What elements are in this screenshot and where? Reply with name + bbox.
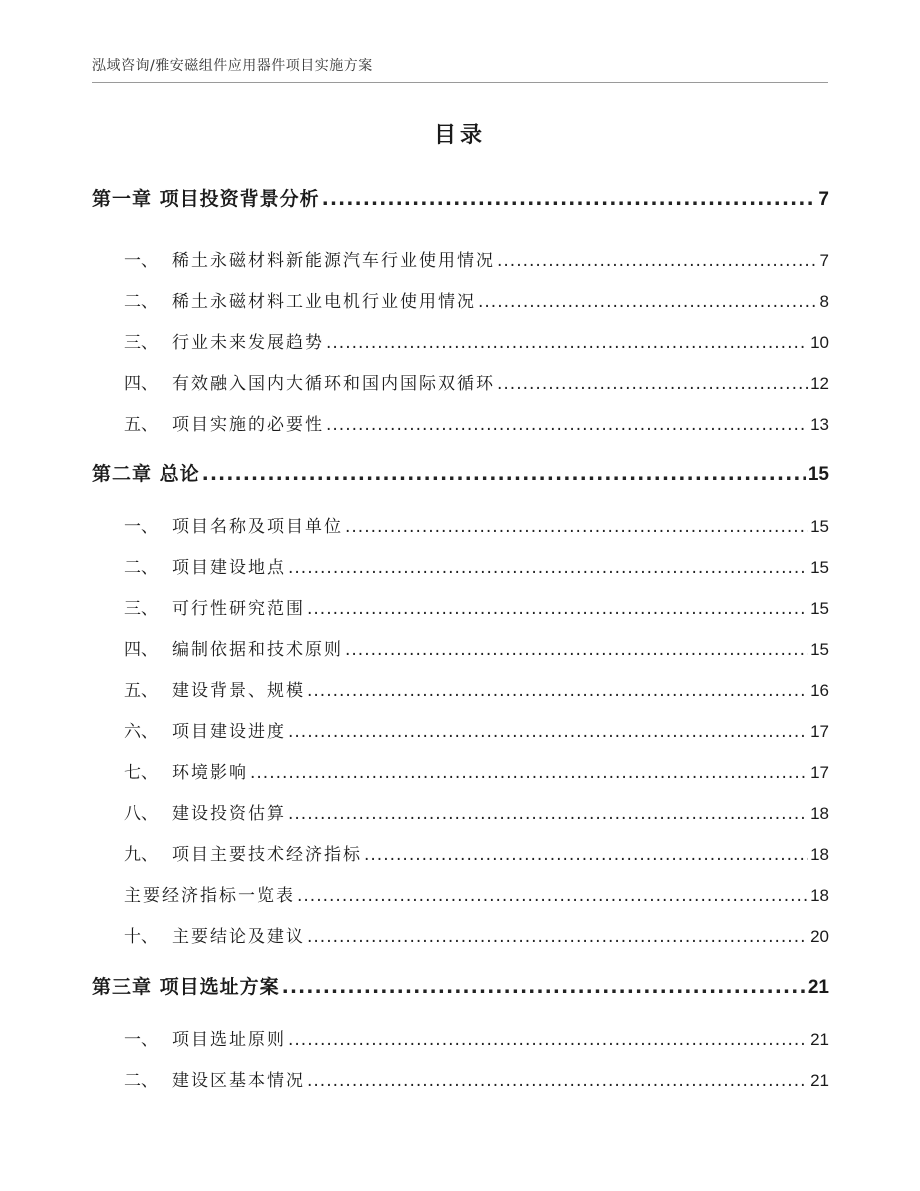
dot-leader xyxy=(322,188,817,210)
toc-section[interactable] xyxy=(92,328,829,353)
dot-leader xyxy=(307,681,808,701)
toc-entry-label: 可行性研究范围 xyxy=(172,599,305,619)
toc-entry-page: 21 xyxy=(810,1030,829,1049)
toc-section-number: 四、 xyxy=(124,374,158,394)
toc-section[interactable] xyxy=(92,369,829,394)
dot-leader xyxy=(497,374,808,394)
toc-entry-label: 项目选址原则 xyxy=(172,1030,286,1050)
toc-entry-label: 有效融入国内大循环和国内国际双循环 xyxy=(172,374,495,394)
header-rule xyxy=(92,82,828,83)
toc-section-number: 二、 xyxy=(124,1071,158,1091)
toc-entry-page: 18 xyxy=(810,845,829,864)
toc-entry-page: 21 xyxy=(810,1071,829,1090)
toc-entry-page: 7 xyxy=(818,189,829,210)
toc-entry-page: 8 xyxy=(819,292,829,311)
dot-leader xyxy=(307,1071,808,1091)
toc-entry-label: 环境影响 xyxy=(172,763,248,783)
toc-section[interactable] xyxy=(92,553,829,578)
toc-entry-page: 10 xyxy=(810,333,829,352)
toc-entry-page: 20 xyxy=(810,927,829,946)
dot-leader xyxy=(345,517,808,537)
toc-entry-label: 第二章 总论 xyxy=(92,463,200,485)
toc-entry-page: 18 xyxy=(810,886,829,905)
toc-section-number: 九、 xyxy=(124,845,158,865)
toc-section[interactable] xyxy=(92,758,829,783)
toc-section-number: 四、 xyxy=(124,640,158,660)
toc-entry-label: 项目主要技术经济指标 xyxy=(172,845,362,865)
toc-entry-label: 稀土永磁材料新能源汽车行业使用情况 xyxy=(172,251,495,271)
toc-entry-page: 12 xyxy=(810,374,829,393)
toc-entry-page: 17 xyxy=(810,722,829,741)
toc-section-number: 三、 xyxy=(124,333,158,353)
toc-entry-page: 15 xyxy=(810,558,829,577)
toc-entry-page: 15 xyxy=(810,640,829,659)
toc-section[interactable] xyxy=(92,635,829,660)
toc-section-number: 三、 xyxy=(124,599,158,619)
toc-section[interactable] xyxy=(92,594,829,619)
toc-entry-label: 建设投资估算 xyxy=(172,804,286,824)
toc-entry-label: 主要结论及建议 xyxy=(172,927,305,947)
toc-entry-page: 15 xyxy=(810,599,829,618)
toc-entry-label: 项目建设进度 xyxy=(172,722,286,742)
dot-leader xyxy=(326,415,808,435)
toc-section[interactable] xyxy=(92,246,829,271)
toc-entry-label: 第三章 项目选址方案 xyxy=(92,976,280,998)
dot-leader xyxy=(364,845,808,865)
toc-section-number: 一、 xyxy=(124,251,158,271)
dot-leader xyxy=(326,333,808,353)
toc-title: 目录 xyxy=(433,123,486,148)
toc-entry-page: 7 xyxy=(819,251,829,270)
dot-leader xyxy=(202,463,806,485)
toc-section-number: 十、 xyxy=(124,927,158,947)
toc-entry-label: 主要经济指标一览表 xyxy=(124,886,295,906)
toc-section[interactable] xyxy=(92,840,829,865)
dot-leader xyxy=(288,722,808,742)
dot-leader xyxy=(288,1030,808,1050)
toc-section-number: 一、 xyxy=(124,1030,158,1050)
dot-leader xyxy=(307,599,808,619)
dot-leader xyxy=(345,640,808,660)
toc-entry-label: 项目建设地点 xyxy=(172,558,286,578)
toc-entry-label: 建设区基本情况 xyxy=(172,1071,305,1091)
toc-section-number: 八、 xyxy=(124,804,158,824)
toc-entry-label: 建设背景、规模 xyxy=(172,681,305,701)
toc-section[interactable] xyxy=(92,717,829,742)
toc-entry-label: 编制依据和技术原则 xyxy=(172,640,343,660)
toc-section[interactable] xyxy=(92,512,829,537)
toc-entry-page: 17 xyxy=(810,763,829,782)
toc-section-number: 二、 xyxy=(124,558,158,578)
toc-section[interactable] xyxy=(92,881,829,906)
toc-entry-page: 13 xyxy=(810,415,829,434)
toc-entry-label: 第一章 项目投资背景分析 xyxy=(92,188,320,210)
dot-leader xyxy=(478,292,818,312)
toc-section[interactable] xyxy=(92,799,829,824)
toc-section[interactable] xyxy=(92,676,829,701)
toc-entry-page: 21 xyxy=(807,977,829,998)
toc-section-number: 六、 xyxy=(124,722,158,742)
dot-leader xyxy=(282,976,806,998)
dot-leader xyxy=(250,763,808,783)
toc-entry-page: 15 xyxy=(810,517,829,536)
toc-chapter-2[interactable] xyxy=(92,459,829,486)
toc-entry-label: 行业未来发展趋势 xyxy=(172,333,324,353)
toc-section[interactable] xyxy=(92,1066,829,1091)
dot-leader xyxy=(307,927,808,947)
toc-entry-label: 稀土永磁材料工业电机行业使用情况 xyxy=(172,292,476,312)
toc-section[interactable] xyxy=(92,922,829,947)
dot-leader xyxy=(288,804,808,824)
toc-chapter-3[interactable] xyxy=(92,972,829,999)
toc-section[interactable] xyxy=(92,287,829,312)
toc-entry-page: 15 xyxy=(807,464,829,485)
toc-section[interactable] xyxy=(92,1025,829,1050)
toc-section[interactable] xyxy=(92,410,829,435)
dot-leader xyxy=(288,558,808,578)
running-header: 泓域咨询/雅安磁组件应用器件项目实施方案 xyxy=(92,58,373,74)
toc-entry-page: 16 xyxy=(810,681,829,700)
toc-section-number: 一、 xyxy=(124,517,158,537)
toc-section-number: 五、 xyxy=(124,415,158,435)
dot-leader xyxy=(497,251,818,271)
toc-section-number: 七、 xyxy=(124,763,158,783)
toc-section-number: 二、 xyxy=(124,292,158,312)
toc-entry-label: 项目名称及项目单位 xyxy=(172,517,343,537)
dot-leader xyxy=(297,886,808,906)
toc-entry-label: 项目实施的必要性 xyxy=(172,415,324,435)
toc-section-number: 五、 xyxy=(124,681,158,701)
toc-entry-page: 18 xyxy=(810,804,829,823)
toc-chapter-1[interactable] xyxy=(92,184,829,211)
